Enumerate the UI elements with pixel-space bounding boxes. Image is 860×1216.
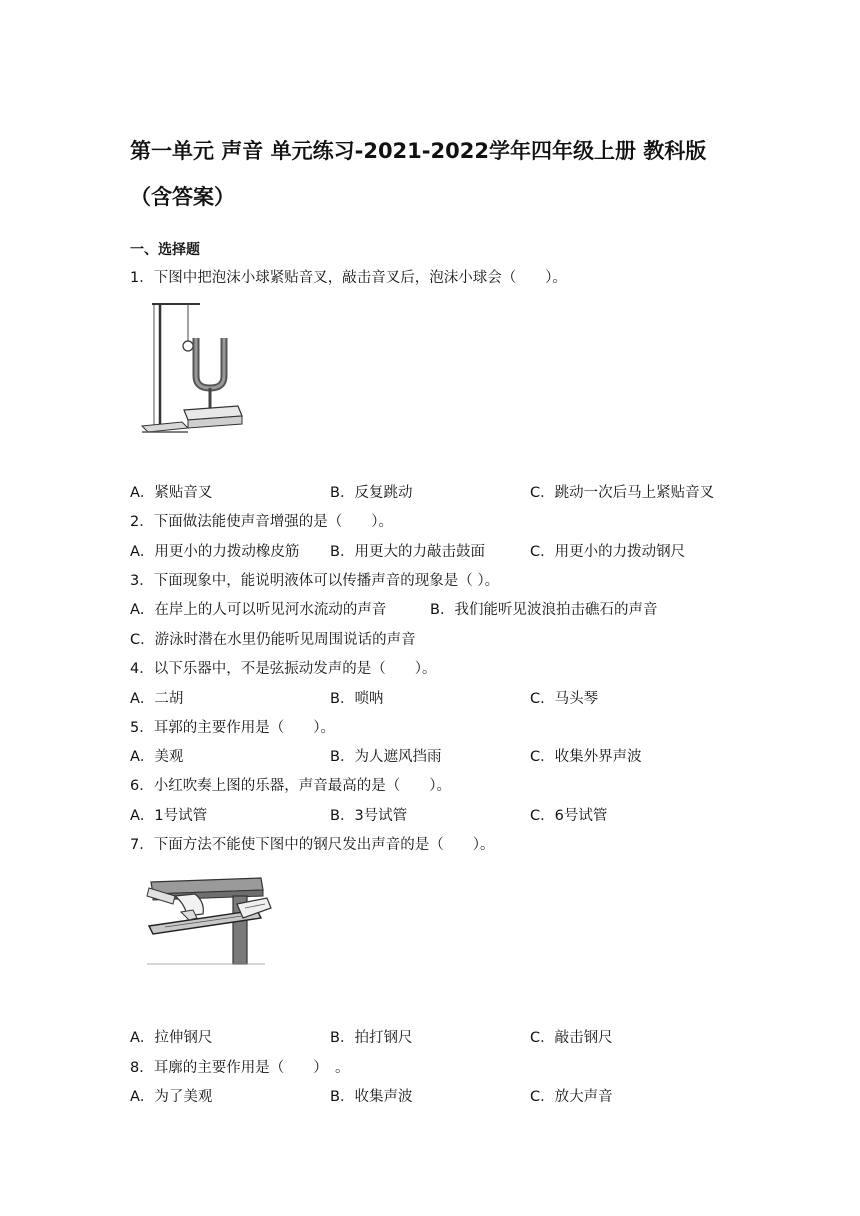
question-7-stem: 7．下面方法不能使下图中的钢尺发出声音的是（ ）。 [130,837,495,853]
tuning-fork-figure [138,298,288,438]
q4-option-c: C．马头琴 [530,691,599,707]
q7-option-c: C．敲击钢尺 [530,1030,613,1046]
q2-option-a: A．用更小的力拨动橡皮筋 [130,544,300,560]
q2-option-c: C．用更小的力拨动钢尺 [530,544,686,560]
question-4-stem: 4．以下乐器中，不是弦振动发声的是（ ）。 [130,661,437,677]
q7-option-b: B．拍打钢尺 [330,1030,413,1046]
q1-option-c: C．跳动一次后马上紧贴音叉 [530,485,715,501]
q7-option-a: A．拉伸钢尺 [130,1030,213,1046]
question-3-stem: 3．下面现象中，能说明液体可以传播声音的现象是（ ）。 [130,573,500,589]
section-heading: 一、选择题 [130,242,200,258]
question-6-stem: 6．小红吹奏上图的乐器，声音最高的是（ ）。 [130,778,451,794]
q8-option-b: B．收集声波 [330,1089,413,1105]
q6-option-c: C．6号试管 [530,808,608,824]
q3-option-c: C．游泳时潜在水里仍能听见周围说话的声音 [130,632,416,648]
question-8-stem: 8．耳廓的主要作用是（ ） 。 [130,1060,350,1076]
q8-option-c: C．放大声音 [530,1089,613,1105]
q5-option-b: B．为人遮风挡雨 [330,749,442,765]
q6-option-b: B．3号试管 [330,808,408,824]
steel-ruler-figure [145,868,275,973]
q8-option-a: A．为了美观 [130,1089,213,1105]
q2-option-b: B．用更大的力敲击鼓面 [330,544,485,560]
q6-option-a: A．1号试管 [130,808,208,824]
document-title: 第一单元 声音 单元练习-2021-2022学年四年级上册 教科版（含答案） [130,139,707,209]
question-1-stem: 1．下图中把泡沫小球紧贴音叉，敲击音叉后，泡沫小球会（ ）。 [130,270,567,286]
q3-option-a: A．在岸上的人可以听见河水流动的声音 [130,602,387,618]
q4-option-a: A．二胡 [130,691,184,707]
q3-option-b: B．我们能听见波浪拍击礁石的声音 [430,602,658,618]
q5-option-c: C．收集外界声波 [530,749,642,765]
q5-option-a: A．美观 [130,749,184,765]
q4-option-b: B．唢呐 [330,691,384,707]
q1-option-b: B．反复跳动 [330,485,413,501]
q1-option-a: A．紧贴音叉 [130,485,213,501]
question-2-stem: 2．下面做法能使声音增强的是（ ）。 [130,514,393,530]
question-5-stem: 5．耳郭的主要作用是（ ）。 [130,720,335,736]
